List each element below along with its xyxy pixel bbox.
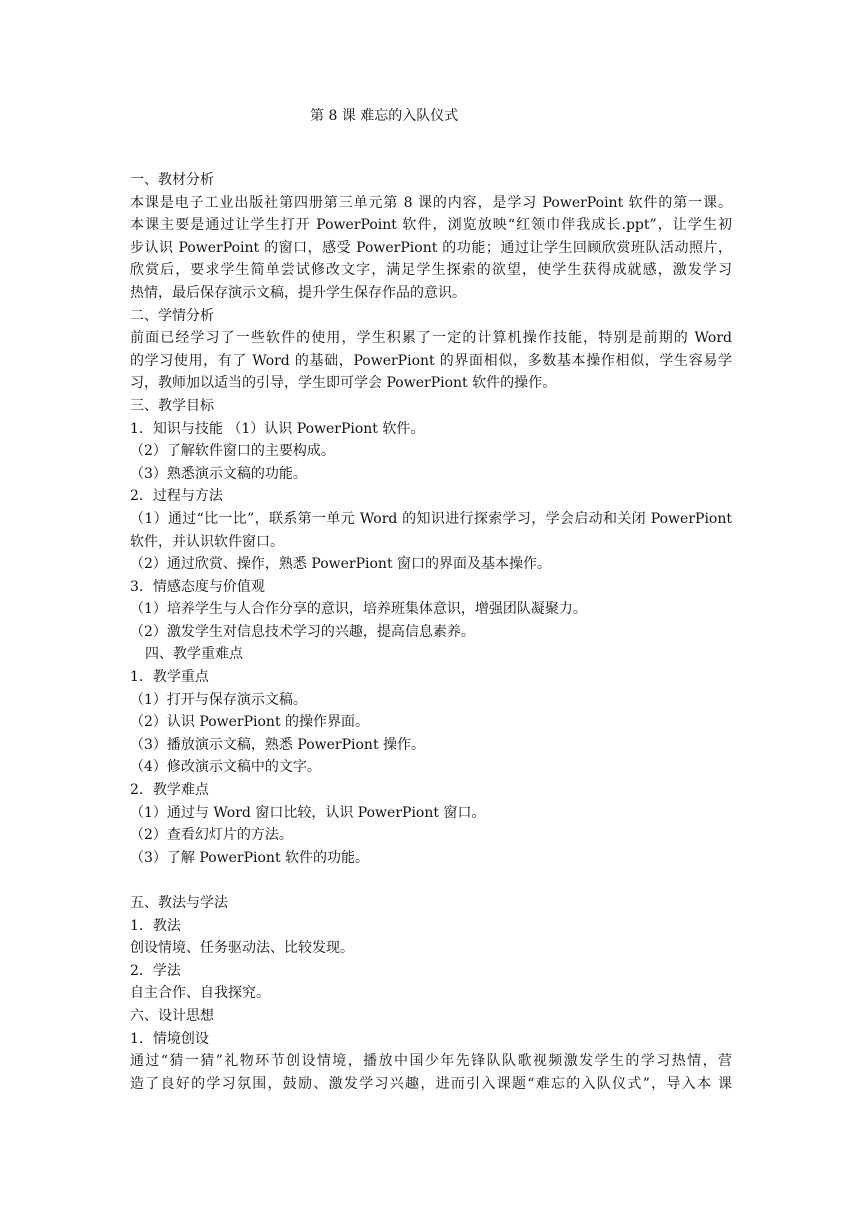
- blank-line: [130, 869, 732, 892]
- section-heading: 四、教学重难点: [145, 646, 243, 663]
- list-item: 软件，并认识软件窗口。: [130, 533, 284, 550]
- list-item: （3）播放演示文稿，熟悉 PowerPiont 操作。: [130, 736, 426, 753]
- list-item: 2．教学难点: [130, 782, 209, 799]
- list-item: （2）认识 PowerPiont 的操作界面。: [130, 714, 370, 731]
- paragraph-line: 的学习使用，有了 Word 的基础，PowerPiont 的界面相似，多数基本操作相似，学生容易学: [130, 352, 732, 369]
- list-item: 1．教学重点: [130, 669, 209, 686]
- list-item: （1）培养学生与人合作分享的意识，培养班集体意识，增强团队凝聚力。: [130, 601, 587, 618]
- paragraph-line: 通过“猜一猜”礼物环节创设情境，播放中国少年先锋队队歌视频激发学生的学习热情，营: [130, 1053, 732, 1070]
- list-item: （2）激发学生对信息技术学习的兴趣，提高信息素养。: [130, 623, 475, 640]
- section-heading: 一、教材分析: [130, 172, 214, 188]
- section-heading: 五、教法与学法: [130, 895, 228, 911]
- paragraph-line: 习，教师加以适当的引导，学生即可学会 PowerPiont 软件的操作。: [130, 375, 557, 392]
- paragraph-line: 自主合作、自我探究。: [130, 985, 270, 1002]
- paragraph-line: 欣赏后，要求学生简单尝试修改文字，满足学生探索的欲望，使学生获得成就感，激发学习: [130, 262, 732, 279]
- section-heading: 二、学情分析: [130, 307, 214, 324]
- document-body: [130, 169, 732, 1095]
- list-item: （1）通过“比一比”，联系第一单元 Word 的知识进行探索学习，学会启动和关闭 PowerPiont: [130, 510, 732, 527]
- list-item: （2）通过欣赏、操作，熟悉 PowerPiont 窗口的界面及基本操作。: [130, 556, 552, 573]
- paragraph-line: 造了良好的学习氛围，鼓励、激发学习兴趣，进而引入课题“难忘的入队仪式”，导入本 课: [130, 1075, 732, 1092]
- paragraph-line: 热情，最后保存演示文稿，提升学生保存作品的意识。: [130, 284, 466, 301]
- list-item: 1．情境创设: [130, 1030, 209, 1047]
- paragraph-line: 步认识 PowerPoint 的窗口，感受 PowerPiont 的功能；通过让学生回顾欣赏班队活动照片，: [130, 239, 732, 256]
- list-item: （4）修改演示文稿中的文字。: [130, 759, 321, 776]
- list-item: 1．知识与技能 （1）认识 PowerPiont 软件。: [130, 420, 425, 437]
- list-item: 1．教法: [130, 917, 181, 934]
- list-item: （3）熟悉演示文稿的功能。: [130, 465, 307, 482]
- section-heading: 三、教学目标: [130, 397, 214, 414]
- paragraph-line: 创设情境、任务驱动法、比较发现。: [130, 940, 354, 957]
- list-item: 2．过程与方法: [130, 488, 223, 505]
- list-item: 2．学法: [130, 962, 181, 979]
- document-title: 第 8 课 难忘的入队仪式: [310, 108, 459, 124]
- list-item: （2）了解软件窗口的主要构成。: [130, 443, 335, 460]
- list-item: （2）查看幻灯片的方法。: [130, 827, 293, 844]
- list-item: （3）了解 PowerPiont 软件的功能。: [130, 849, 370, 866]
- paragraph-line: 本课是电子工业出版社第四册第三单元第 8 课的内容，是学习 PowerPoint 软件的第一课。: [130, 194, 732, 211]
- list-item: 3．情感态度与价值观: [130, 578, 265, 595]
- list-item: （1）打开与保存演示文稿。: [130, 691, 307, 708]
- list-item: （1）通过与 Word 窗口比较，认识 PowerPiont 窗口。: [130, 804, 486, 821]
- paragraph-line: 前面已经学习了一些软件的使用，学生积累了一定的计算机操作技能，特别是前期的 Word: [130, 330, 732, 347]
- paragraph-line: 本课主要是通过让学生打开 PowerPoint 软件，浏览放映“红领巾伴我成长.ppt”，让学生初: [130, 217, 732, 234]
- section-heading: 六、设计思想: [130, 1007, 214, 1024]
